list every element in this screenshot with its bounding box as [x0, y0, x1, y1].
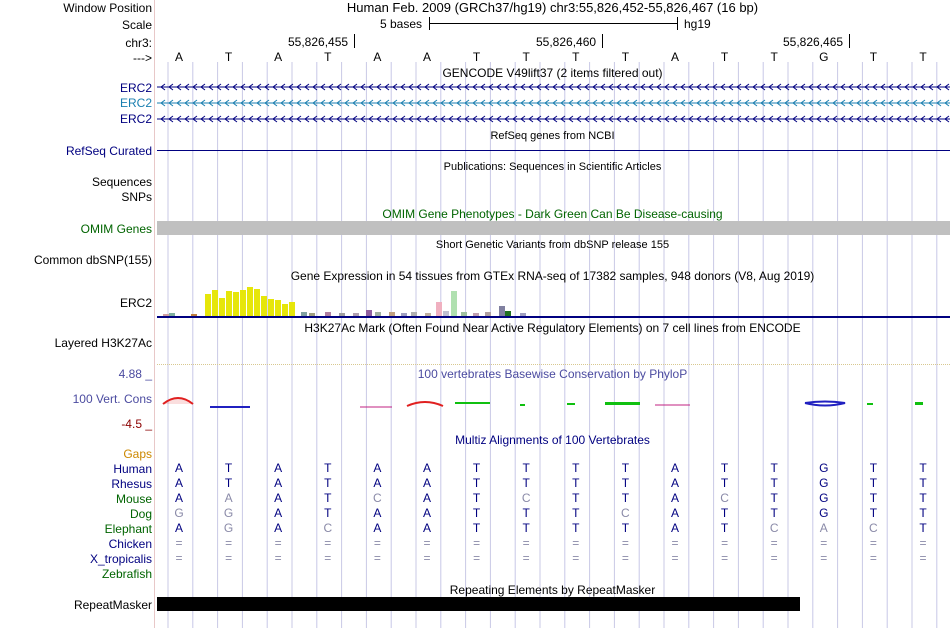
- aligned-base: A: [174, 521, 183, 535]
- phylop-signal[interactable]: [155, 392, 950, 416]
- aligned-base: =: [473, 551, 481, 565]
- aligned-base: =: [522, 536, 530, 550]
- aligned-base: =: [919, 551, 927, 565]
- aligned-base: C: [373, 491, 382, 505]
- aligned-base: T: [472, 521, 481, 535]
- repeat-element-block[interactable]: [157, 597, 800, 611]
- aligned-base: T: [869, 491, 878, 505]
- aligned-base: T: [572, 521, 580, 535]
- position-tick-2: [602, 34, 603, 48]
- sequences-label[interactable]: Sequences: [91, 175, 152, 189]
- gtex-tissue-bar[interactable]: [289, 302, 295, 316]
- base-letter[interactable]: T: [572, 50, 580, 64]
- base-letter[interactable]: T: [919, 50, 927, 64]
- gtex-tissue-bar[interactable]: [309, 313, 315, 316]
- label-panel-divider: [154, 0, 155, 628]
- aligned-base: T: [919, 521, 927, 535]
- scale-assembly-text: hg19: [684, 17, 711, 31]
- base-letter[interactable]: T: [770, 50, 778, 64]
- aligned-base: T: [324, 461, 332, 475]
- aligned-base: A: [373, 521, 382, 535]
- gtex-tissue-bar[interactable]: [425, 313, 431, 316]
- phylop-green-4: [605, 402, 640, 405]
- scale-bar-left-tick: [429, 17, 430, 30]
- base-sequence-row[interactable]: [155, 50, 950, 64]
- aligned-base: A: [274, 476, 283, 490]
- aligned-base: T: [770, 476, 778, 490]
- aligned-base: T: [919, 506, 927, 520]
- aligned-base: T: [522, 461, 530, 475]
- aligned-base: =: [820, 551, 828, 565]
- aligned-base: =: [175, 536, 183, 550]
- gencode-item-label-2[interactable]: ERC2: [119, 96, 152, 110]
- refseq-transcript-line[interactable]: [157, 150, 950, 151]
- base-letter[interactable]: T: [621, 50, 630, 64]
- gtex-tissue-bar[interactable]: [219, 298, 225, 316]
- gtex-tissue-bar[interactable]: [261, 296, 267, 316]
- base-letter[interactable]: A: [274, 50, 283, 64]
- aligned-base: T: [720, 521, 729, 535]
- gtex-tissue-bar[interactable]: [375, 312, 381, 316]
- aligned-base: =: [671, 551, 679, 565]
- gtex-tissue-bar[interactable]: [499, 306, 505, 316]
- aligned-base: T: [324, 491, 332, 505]
- position-tick-3: [849, 34, 850, 48]
- phylop-peak-red-2: [407, 402, 443, 406]
- multiz-species-label[interactable]: Dog: [129, 507, 152, 521]
- base-letter[interactable]: A: [670, 50, 679, 64]
- snps-label[interactable]: SNPs: [121, 190, 152, 204]
- aligned-base: =: [373, 551, 381, 565]
- aligned-base: T: [572, 506, 580, 520]
- aligned-base: A: [274, 521, 283, 535]
- gtex-tissue-bar[interactable]: [485, 312, 491, 316]
- phylop-label[interactable]: 100 Vert. Cons: [72, 392, 152, 406]
- aligned-base: G: [223, 521, 234, 535]
- base-letter[interactable]: T: [869, 50, 878, 64]
- aligned-base: =: [522, 551, 530, 565]
- omim-genes-label[interactable]: OMIM Genes: [80, 222, 152, 236]
- aligned-base: T: [919, 476, 927, 490]
- phylop-min-label: -4.5 _: [121, 417, 152, 431]
- aligned-base: T: [869, 506, 878, 520]
- aligned-base: G: [819, 461, 829, 475]
- aligned-base: A: [274, 461, 283, 475]
- scale-label[interactable]: Scale: [121, 18, 152, 32]
- aligned-base: =: [423, 536, 431, 550]
- aligned-base: G: [223, 506, 234, 520]
- gtex-tissue-bar[interactable]: [353, 313, 359, 316]
- multiz-species-label[interactable]: X_tropicalis: [89, 552, 152, 566]
- scale-bar-right-tick: [677, 17, 678, 30]
- position-tick-label-2: 55,826,460: [536, 35, 597, 49]
- aligned-base: C: [720, 491, 729, 505]
- aligned-base: =: [869, 551, 877, 565]
- phylop-blue-2: [805, 402, 845, 406]
- gtex-tissue-bar[interactable]: [436, 302, 442, 316]
- phylop-green-6: [915, 402, 923, 405]
- base-letter[interactable]: A: [422, 50, 431, 64]
- aligned-base: C: [521, 491, 531, 505]
- aligned-base: A: [422, 521, 431, 535]
- aligned-base: =: [820, 536, 828, 550]
- base-letter[interactable]: A: [373, 50, 382, 64]
- aligned-base: =: [869, 536, 877, 550]
- aligned-base: T: [472, 491, 481, 505]
- aligned-base: A: [422, 506, 431, 520]
- aligned-base: C: [769, 521, 779, 535]
- multiz-species-label[interactable]: Chicken: [108, 537, 152, 551]
- aligned-base: =: [572, 536, 580, 550]
- aligned-base: T: [522, 506, 530, 520]
- gtex-tissue-bar[interactable]: [233, 292, 239, 316]
- aligned-base: =: [423, 551, 431, 565]
- aligned-base: T: [224, 461, 233, 475]
- aligned-base: T: [572, 491, 580, 505]
- scale-bases-text: 5 bases: [380, 17, 423, 31]
- aligned-base: T: [522, 521, 530, 535]
- aligned-base: T: [472, 476, 481, 490]
- aligned-base: G: [819, 506, 829, 520]
- gtex-tissue-bar[interactable]: [473, 313, 479, 316]
- aligned-base: T: [869, 476, 878, 490]
- h3k27ac-track-title[interactable]: H3K27Ac Mark (Often Found Near Active Regulatory Elements) on 7 cell lines from ENCODE: [304, 321, 801, 335]
- aligned-base: A: [274, 491, 283, 505]
- dbsnp-label[interactable]: Common dbSNP(155): [33, 253, 152, 267]
- aligned-base: T: [324, 476, 332, 490]
- aligned-base: A: [224, 491, 233, 505]
- aligned-base: A: [670, 521, 679, 535]
- aligned-base: T: [324, 506, 332, 520]
- aligned-base: =: [373, 536, 381, 550]
- publications-track-title[interactable]: Publications: Sequences in Scientific Articles: [443, 161, 662, 173]
- aligned-base: =: [274, 536, 282, 550]
- phylop-green-5: [867, 403, 873, 405]
- aligned-base: =: [274, 551, 282, 565]
- gtex-tissue-bar[interactable]: [389, 312, 395, 316]
- aligned-base: G: [174, 506, 184, 520]
- repeatmasker-track-title[interactable]: Repeating Elements by RepeatMasker: [449, 583, 656, 597]
- omim-track-title[interactable]: OMIM Gene Phenotypes - Dark Green Can Be Disease-causing: [382, 207, 723, 221]
- multiz-alignment-row[interactable]: [155, 566, 950, 580]
- aligned-base: A: [670, 506, 679, 520]
- gtex-tissue-bar[interactable]: [520, 313, 526, 316]
- aligned-base: =: [225, 551, 233, 565]
- aligned-base: T: [919, 491, 927, 505]
- phylop-green-3: [567, 403, 575, 405]
- gtex-tissue-bar[interactable]: [366, 310, 372, 316]
- aligned-base: T: [720, 461, 729, 475]
- aligned-base: C: [621, 506, 630, 520]
- aligned-base: A: [373, 476, 382, 490]
- aligned-base: A: [422, 461, 431, 475]
- gtex-expression-chart[interactable]: [155, 283, 950, 319]
- aligned-base: A: [373, 461, 382, 475]
- gtex-tissue-bar[interactable]: [451, 291, 457, 316]
- phylop-max-label: 4.88 _: [118, 367, 152, 381]
- dbsnp-track-title[interactable]: Short Genetic Variants from dbSNP release 155: [435, 239, 670, 251]
- aligned-base: T: [472, 506, 481, 520]
- multiz-alignment-row[interactable]: [155, 461, 950, 475]
- repeatmasker-label[interactable]: RepeatMasker: [73, 598, 152, 612]
- gtex-tissue-bar[interactable]: [275, 300, 281, 316]
- base-letter[interactable]: T: [720, 50, 729, 64]
- aligned-base: A: [174, 491, 183, 505]
- strand-label[interactable]: --->: [133, 51, 152, 65]
- aligned-base: =: [324, 536, 332, 550]
- base-letter[interactable]: T: [472, 50, 481, 64]
- aligned-base: T: [621, 461, 630, 475]
- base-letter[interactable]: T: [324, 50, 332, 64]
- aligned-base: T: [572, 461, 580, 475]
- gtex-tissue-bar[interactable]: [191, 314, 197, 316]
- multiz-alignment-row[interactable]: [155, 506, 950, 520]
- gtex-tissue-bar[interactable]: [505, 311, 511, 316]
- position-tick-label-3: 55,826,465: [783, 35, 844, 49]
- gtex-tissue-bar[interactable]: [247, 287, 253, 316]
- aligned-base: A: [819, 521, 828, 535]
- aligned-base: =: [671, 536, 679, 550]
- aligned-base: T: [869, 461, 878, 475]
- aligned-base: C: [323, 521, 333, 535]
- gencode-track-title[interactable]: GENCODE V49lift37 (2 items filtered out): [442, 66, 663, 80]
- aligned-base: =: [919, 536, 927, 550]
- aligned-base: =: [770, 551, 778, 565]
- position-tick-1: [354, 34, 355, 48]
- aligned-base: C: [869, 521, 878, 535]
- aligned-base: A: [373, 506, 382, 520]
- base-letter[interactable]: G: [819, 50, 829, 64]
- aligned-base: =: [324, 551, 332, 565]
- omim-gene-bar[interactable]: [157, 221, 950, 235]
- phylop-peak-red-1: [163, 398, 193, 404]
- aligned-base: A: [422, 491, 431, 505]
- gtex-tissue-bar[interactable]: [461, 312, 467, 316]
- aligned-base: T: [919, 461, 927, 475]
- gtex-tissue-bar[interactable]: [411, 312, 417, 316]
- multiz-alignment-row[interactable]: [155, 551, 950, 565]
- phylop-green-2: [520, 404, 525, 406]
- aligned-base: T: [224, 476, 233, 490]
- multiz-track-title[interactable]: Multiz Alignments of 100 Vertebrates: [455, 433, 650, 447]
- gencode-transcripts[interactable]: [155, 80, 950, 126]
- multiz-alignment-row[interactable]: [155, 536, 950, 550]
- multiz-species-label[interactable]: Rhesus: [111, 477, 152, 491]
- aligned-base: T: [522, 476, 530, 490]
- gtex-tissue-bar[interactable]: [226, 291, 232, 316]
- aligned-base: A: [174, 476, 183, 490]
- aligned-base: T: [770, 461, 778, 475]
- position-tick-label-1: 55,826,455: [288, 35, 349, 49]
- aligned-base: A: [174, 461, 183, 475]
- multiz-alignment-row[interactable]: [155, 476, 950, 490]
- aligned-base: =: [175, 551, 183, 565]
- aligned-base: =: [473, 536, 481, 550]
- base-letter[interactable]: T: [522, 50, 530, 64]
- aligned-base: T: [621, 476, 630, 490]
- multiz-alignment-row[interactable]: [155, 491, 950, 505]
- aligned-base: A: [274, 506, 283, 520]
- aligned-base: =: [721, 536, 729, 550]
- gtex-gene-line: [157, 316, 950, 318]
- aligned-base: T: [572, 476, 580, 490]
- gtex-tissue-bar[interactable]: [254, 289, 260, 316]
- window-position-value: Human Feb. 2009 (GRCh37/hg19) chr3:55,826,452-55,826,467 (16 bp): [346, 0, 759, 15]
- refseq-track-title[interactable]: RefSeq genes from NCBI: [490, 130, 615, 142]
- gtex-tissue-bar[interactable]: [325, 312, 331, 316]
- multiz-alignment-row[interactable]: [155, 521, 950, 535]
- gtex-tissue-bar[interactable]: [169, 313, 175, 316]
- aligned-base: T: [770, 491, 778, 505]
- gaps-label[interactable]: Gaps: [123, 447, 152, 461]
- gtex-tissue-bar[interactable]: [163, 314, 169, 316]
- multiz-species-label[interactable]: Mouse: [115, 492, 152, 506]
- gencode-item-label-3[interactable]: ERC2: [119, 112, 152, 126]
- base-letter[interactable]: A: [174, 50, 183, 64]
- aligned-base: =: [721, 551, 729, 565]
- refseq-curated-label[interactable]: RefSeq Curated: [65, 144, 152, 158]
- gtex-gene-label[interactable]: ERC2: [119, 296, 152, 310]
- aligned-base: =: [621, 536, 629, 550]
- aligned-base: A: [670, 461, 679, 475]
- aligned-base: =: [225, 536, 233, 550]
- gtex-tissue-bar[interactable]: [443, 311, 449, 316]
- gtex-tissue-bar[interactable]: [282, 304, 288, 316]
- aligned-base: G: [819, 476, 829, 490]
- aligned-base: T: [770, 506, 778, 520]
- aligned-base: A: [670, 476, 679, 490]
- h3k27ac-baseline: [157, 364, 950, 366]
- window-position-label[interactable]: Window Position: [63, 1, 152, 15]
- chrom-label[interactable]: chr3:: [125, 36, 152, 50]
- phylop-green-1: [455, 402, 490, 404]
- aligned-base: A: [422, 476, 431, 490]
- aligned-base: T: [472, 461, 481, 475]
- scale-bar: [429, 23, 677, 24]
- gtex-tissue-bar[interactable]: [268, 299, 274, 316]
- multiz-species-label[interactable]: Elephant: [104, 522, 152, 536]
- base-letter[interactable]: T: [224, 50, 233, 64]
- gtex-tissue-bar[interactable]: [401, 313, 407, 316]
- gencode-item-label-1[interactable]: ERC2: [119, 81, 152, 95]
- aligned-base: =: [621, 551, 629, 565]
- aligned-base: =: [572, 551, 580, 565]
- gtex-tissue-bar[interactable]: [240, 290, 246, 316]
- aligned-base: A: [670, 491, 679, 505]
- gtex-tissue-bar[interactable]: [212, 290, 218, 316]
- gtex-track-title[interactable]: Gene Expression in 54 tissues from GTEx RNA-seq of 17382 samples, 948 donors (V8, Aug 2019): [290, 269, 815, 283]
- aligned-base: T: [621, 521, 630, 535]
- aligned-base: =: [770, 536, 778, 550]
- h3k27ac-label[interactable]: Layered H3K27Ac: [54, 336, 152, 350]
- gtex-tissue-bar[interactable]: [205, 294, 211, 316]
- aligned-base: G: [819, 491, 829, 505]
- phylop-track-title[interactable]: 100 vertebrates Basewise Conservation by PhyloP: [417, 367, 688, 381]
- gtex-tissue-bar[interactable]: [301, 312, 307, 316]
- aligned-base: T: [720, 506, 729, 520]
- aligned-base: T: [720, 476, 729, 490]
- aligned-base: T: [621, 491, 630, 505]
- gtex-tissue-bar[interactable]: [339, 313, 345, 316]
- multiz-species-label[interactable]: Human: [113, 462, 152, 476]
- multiz-species-label[interactable]: Zebrafish: [101, 567, 152, 581]
